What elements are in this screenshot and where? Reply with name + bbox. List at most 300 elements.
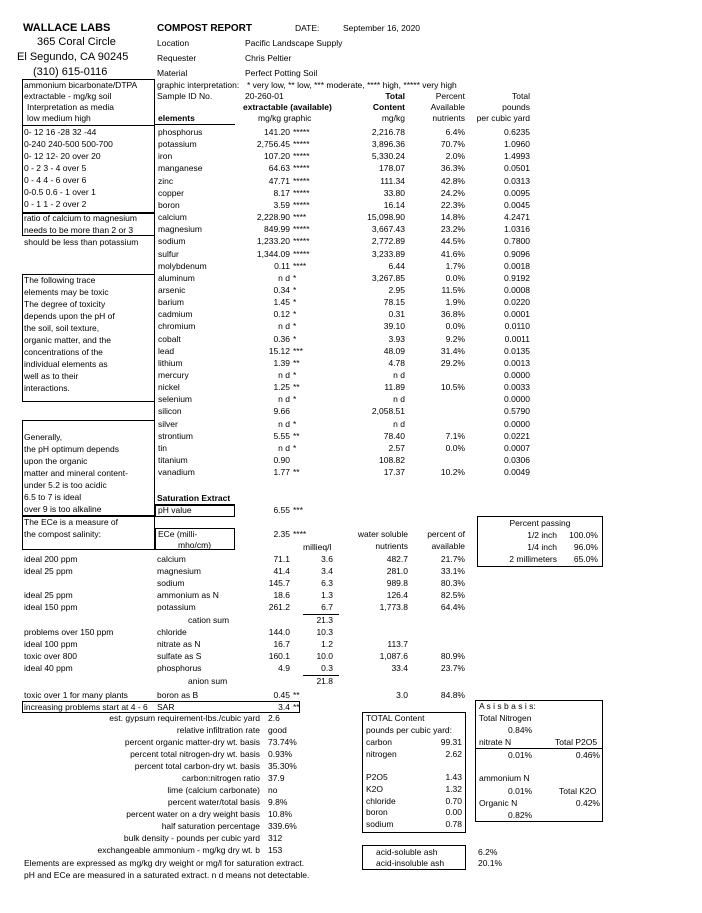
ph-note-7: over 9 is too alkaline [24, 504, 102, 514]
element-percent-available: 14.8% [440, 212, 465, 222]
element-graphic: ***** [293, 236, 310, 246]
element-total-content: n d [393, 419, 405, 429]
saturation-milliequivalent: 0.3 [321, 663, 333, 673]
element-mgkg: 64.63 [268, 163, 290, 173]
property-label: percent water on a dry weight basis [126, 809, 260, 819]
element-pounds-per-yard: 0.0306 [504, 455, 530, 465]
p2o5-value: 0.46% [575, 750, 600, 760]
ph-note-4: matter and mineral content- [24, 468, 128, 478]
lab-address-1: 365 Coral Circle [37, 36, 116, 48]
ece-label-1: ECe (milli- [158, 529, 198, 539]
acid-soluble-ash-label: acid-soluble ash [376, 847, 438, 857]
passing-value-2: 96.0% [573, 542, 598, 552]
property-label: percent water/total basis [167, 797, 260, 807]
ph-note-2: the pH optimum depends [24, 444, 119, 454]
saturation-percent: 80.3% [440, 578, 465, 588]
element-percent-available: 1.9% [445, 297, 465, 307]
passing-size-1: 1/2 inch [527, 530, 557, 540]
total-content-label: chloride [366, 796, 396, 806]
pounds-header-1: Total [512, 91, 530, 101]
range-iron: 0- 12 12- 20 over 20 [24, 151, 101, 161]
total-content-label: boron [366, 807, 388, 817]
ph-note-6: 6.5 to 7 is ideal [24, 492, 82, 502]
element-pounds-per-yard: 0.9096 [504, 249, 530, 259]
element-graphic: ** [293, 467, 300, 477]
element-total-content: 11.89 [384, 382, 405, 392]
property-value: 9.8% [268, 797, 288, 807]
element-total-content: 3,267.85 [371, 273, 405, 283]
element-total-content: 2,772.89 [371, 236, 405, 246]
saturation-milliequivalent: 1.3 [321, 590, 333, 600]
total-content-label: sodium [366, 819, 394, 829]
water-soluble-header-2: nutrients [375, 541, 408, 551]
element-mgkg: 0.36 [273, 334, 290, 344]
element-graphic: * [293, 321, 297, 331]
element-total-content: 108.82 [379, 455, 405, 465]
element-mgkg: n d [278, 321, 290, 331]
element-total-content: 2.95 [388, 285, 405, 295]
nitrate-value: 0.01% [508, 750, 533, 760]
ece-graphic: **** [293, 529, 307, 539]
total-content-title: TOTAL Content [366, 713, 425, 723]
k2o-value: 0.42% [575, 798, 600, 808]
total-content-header-2: Content [372, 102, 405, 112]
saturation-water-soluble: 113.7 [387, 639, 408, 649]
saturation-milliequivalent: 3.6 [321, 554, 333, 564]
element-total-content: n d [393, 394, 405, 404]
ece-label-2: mho/cm) [178, 540, 212, 550]
saturation-note: ideal 25 ppm [24, 590, 73, 600]
element-mgkg: 2,756.45 [256, 139, 290, 149]
total-content-value: 2.62 [445, 749, 462, 759]
saturation-note: ideal 200 ppm [24, 554, 78, 564]
sar-value: 3.4 [278, 702, 290, 712]
trace-note-8: individual elements as [24, 359, 108, 369]
element-percent-available: 10.5% [440, 382, 465, 392]
element-pounds-per-yard: 0.0013 [504, 358, 530, 368]
saturation-name: chloride [157, 627, 187, 637]
range-zinc: 0 - 4 4 - 6 over 6 [24, 175, 87, 185]
saturation-ppm: 144.0 [268, 627, 290, 637]
saturation-water-soluble: 1,773.8 [379, 602, 408, 612]
trace-note-5: the soil, soil texture, [24, 323, 100, 333]
element-name: sulfur [158, 249, 179, 259]
passing-value-1: 100.0% [569, 530, 598, 540]
trace-note-1: The following trace [24, 275, 96, 285]
element-name: lead [158, 346, 175, 356]
element-name: titanium [158, 455, 188, 465]
saturation-ppm: 4.9 [278, 663, 290, 673]
total-content-label: P2O5 [366, 772, 388, 782]
passing-size-2: 1/4 inch [527, 542, 557, 552]
element-mgkg: 849.99 [264, 224, 290, 234]
element-mgkg: 3.59 [273, 200, 290, 210]
total-nitrogen-value: 0.84% [508, 725, 533, 735]
element-graphic: * [293, 309, 297, 319]
element-name: arsenic [158, 285, 186, 295]
range-copper: 0-0.5 0.6 - 1 over 1 [24, 187, 96, 197]
milliequivalent-header: millieq/l [303, 542, 332, 552]
element-total-content: 4.78 [388, 358, 405, 368]
element-total-content: 78.40 [383, 431, 405, 441]
footer-line-1: Elements are expressed as mg/kg dry weight or mg/l for saturation extract. [24, 858, 305, 868]
element-name: zinc [158, 176, 174, 186]
saturation-water-soluble: 1,087.6 [379, 651, 408, 661]
element-percent-available: 1.7% [445, 261, 465, 271]
range-manganese: 0 - 2 3 - 4 over 5 [24, 163, 87, 173]
property-value: 0.93% [268, 749, 293, 759]
saturation-water-soluble: 482.7 [386, 554, 408, 564]
element-mgkg: 1,344.09 [256, 249, 290, 259]
k2o-label: Total K2O [559, 786, 597, 796]
element-pounds-per-yard: 1.0316 [504, 224, 530, 234]
element-name: chromium [158, 321, 196, 331]
element-total-content: 16.14 [383, 200, 405, 210]
element-name: phosphorus [158, 127, 203, 137]
property-value: 312 [268, 833, 283, 843]
sample-id-value: 20-260-01 [245, 91, 284, 101]
saturation-name: calcium [157, 554, 186, 564]
anion-sum-value: 21.8 [316, 676, 333, 686]
element-pounds-per-yard: 0.6235 [504, 127, 530, 137]
elements-header: elements [158, 113, 195, 123]
element-name: manganese [158, 163, 203, 173]
element-total-content: 111.34 [380, 176, 405, 186]
element-pounds-per-yard: 0.0018 [504, 261, 530, 271]
element-percent-available: 9.2% [445, 334, 465, 344]
saturation-ppm: 18.6 [273, 590, 290, 600]
element-graphic: ***** [293, 176, 310, 186]
boron-graphic: ** [293, 690, 300, 700]
percent-of-header-2: available [431, 541, 465, 551]
percent-header-3: nutrients [432, 113, 465, 123]
ece-note-2: the compost salinity: [24, 529, 102, 539]
element-percent-available: 31.4% [440, 346, 465, 356]
material-value: Perfect Potting Soil [245, 68, 318, 78]
element-pounds-per-yard: 0.0135 [504, 346, 530, 356]
saturation-note: problems over 150 ppm [24, 627, 114, 637]
element-total-content: 3,667.43 [371, 224, 405, 234]
total-content-label: nitrogen [366, 749, 397, 759]
saturation-note: ideal 100 ppm [24, 639, 78, 649]
element-graphic: **** [293, 212, 307, 222]
total-content-value: 1.43 [445, 772, 462, 782]
element-name: potassium [158, 139, 197, 149]
date-value: September 16, 2020 [343, 23, 421, 33]
saturation-percent: 64.4% [440, 602, 465, 612]
element-percent-available: 70.7% [440, 139, 465, 149]
element-name: strontium [158, 431, 193, 441]
element-graphic: ** [293, 431, 300, 441]
element-total-content: 17.37 [383, 467, 405, 477]
nitrate-label: nitrate N [479, 737, 512, 747]
element-graphic: * [293, 419, 297, 429]
ph-note-3: upon the organic [24, 456, 88, 466]
total-content-subtitle: pounds per cubic yard: [366, 725, 452, 735]
element-name: iron [158, 151, 173, 161]
property-value: 35.30% [268, 761, 297, 771]
boron-label: boron as B [157, 690, 199, 700]
saturation-name: potassium [157, 602, 196, 612]
element-graphic: ***** [293, 139, 310, 149]
element-mgkg: 1.77 [273, 467, 290, 477]
element-pounds-per-yard: 0.0221 [504, 431, 530, 441]
element-pounds-per-yard: 0.0220 [504, 297, 530, 307]
element-total-content: 2,216.78 [371, 127, 405, 137]
element-mgkg: 141.20 [264, 127, 290, 137]
element-name: aluminum [158, 273, 195, 283]
property-label: carbon:nitrogen ratio [182, 773, 260, 783]
element-graphic: * [293, 334, 297, 344]
saturation-name: nitrate as N [157, 639, 201, 649]
property-label: bulk density - pounds per cubic yard [123, 833, 260, 843]
acid-insoluble-ash-label: acid-insoluble ash [376, 858, 445, 868]
trace-note-9: well as to their [24, 371, 79, 381]
element-name: boron [158, 200, 180, 210]
element-total-content: 3.93 [388, 334, 405, 344]
organic-n-value: 0.82% [508, 810, 533, 820]
element-graphic: * [293, 273, 297, 283]
total-content-value: 0.70 [445, 796, 462, 806]
element-mgkg: n d [278, 370, 290, 380]
ece-note-1: The ECe is a measure of [24, 517, 119, 527]
ammonium-as-is-label: ammonium N [479, 773, 530, 783]
element-percent-available: 36.3% [440, 163, 465, 173]
saturation-milliequivalent: 3.4 [321, 566, 333, 576]
element-graphic: *** [293, 346, 303, 356]
trace-note-10: interactions. [24, 383, 70, 393]
boron-water-soluble: 3.0 [396, 690, 408, 700]
calcium-note-2: needs to be more than 2 or 3 [24, 225, 134, 235]
element-pounds-per-yard: 0.0011 [504, 334, 530, 344]
property-label: exchangeable ammonium - mg/kg dry wt. b [97, 845, 260, 855]
element-total-content: 78.15 [383, 297, 405, 307]
total-content-label: K2O [366, 784, 384, 794]
element-mgkg: n d [278, 443, 290, 453]
saturation-water-soluble: 126.4 [386, 590, 408, 600]
sample-id-label: Sample ID No. [157, 91, 213, 101]
ph-note-5: under 5.2 is too acidic [24, 480, 107, 490]
element-mgkg: 47.71 [268, 176, 290, 186]
element-total-content: 2.57 [388, 443, 405, 453]
range-boron: 0 - 1 1 - 2 over 2 [24, 199, 87, 209]
total-content-value: 0.00 [445, 807, 462, 817]
ph-value: 6.55 [273, 505, 290, 515]
element-name: cadmium [158, 309, 193, 319]
element-graphic: ***** [293, 249, 310, 259]
mgkg-graphic-header: mg/kg graphic [258, 113, 312, 123]
saturation-title: Saturation Extract [157, 493, 231, 503]
saturation-name: phosphorus [157, 663, 202, 673]
element-mgkg: n d [278, 419, 290, 429]
element-pounds-per-yard: 0.0110 [504, 321, 530, 331]
pounds-header-3: per cubic yard [476, 113, 530, 123]
property-label: relative infiltration rate [176, 725, 260, 735]
passing-size-3: 2 millimeters [509, 554, 557, 564]
property-value: 2.6 [268, 713, 280, 723]
element-name: nickel [158, 382, 180, 392]
total-content-value: 0.78 [445, 819, 462, 829]
sar-note: increasing problems start at 4 - 6 [24, 702, 148, 712]
element-name: copper [158, 188, 184, 198]
extractable-header: extractable (available) [243, 102, 332, 112]
material-label: Material [157, 68, 188, 78]
saturation-percent: 33.1% [440, 566, 465, 576]
passing-value-3: 65.0% [573, 554, 598, 564]
date-label: DATE: [295, 23, 320, 33]
footer-line-2: pH and ECe are measured in a saturated extract. n d means not detectable. [24, 870, 310, 880]
element-graphic: ***** [293, 200, 310, 210]
element-mgkg: 1,233.20 [256, 236, 290, 246]
element-name: silicon [158, 406, 182, 416]
element-pounds-per-yard: 0.0000 [504, 419, 530, 429]
element-pounds-per-yard: 0.0001 [504, 309, 530, 319]
graphic-interpretation-label: graphic interpretation: [157, 80, 240, 90]
element-mgkg: 2,228.90 [256, 212, 290, 222]
saturation-milliequivalent: 1.2 [321, 639, 333, 649]
property-value: 10.8% [268, 809, 293, 819]
property-label: percent total nitrogen-dry wt. basis [130, 749, 260, 759]
element-graphic: ***** [293, 127, 310, 137]
ph-note-1: Generally, [24, 432, 63, 442]
element-pounds-per-yard: 0.0049 [504, 467, 530, 477]
saturation-water-soluble: 33.4 [391, 663, 408, 673]
graphic-interpretation-value: * very low, ** low, *** moderate, **** high, ***** very high [247, 80, 457, 90]
element-pounds-per-yard: 1.4993 [504, 151, 530, 161]
property-label: half saturation percentage [161, 821, 260, 831]
saturation-name: magnesium [157, 566, 201, 576]
element-mgkg: 0.12 [273, 309, 290, 319]
element-percent-available: 2.0% [445, 151, 465, 161]
lab-address-2: El Segundo, CA 90245 [17, 51, 129, 63]
trace-note-4: depends upon the pH of [24, 311, 115, 321]
element-mgkg: 9.66 [273, 406, 290, 416]
total-content-value: 1.32 [445, 784, 462, 794]
element-percent-available: 10.2% [440, 467, 465, 477]
element-name: mercury [158, 370, 189, 380]
element-pounds-per-yard: 0.5790 [504, 406, 530, 416]
trace-note-7: concentrations of the [24, 347, 103, 357]
ece-value: 2.35 [273, 529, 290, 539]
element-pounds-per-yard: 4.2471 [504, 212, 530, 222]
saturation-milliequivalent: 10.0 [316, 651, 333, 661]
element-mgkg: 15.12 [268, 346, 290, 356]
property-label: percent total carbon-dry wt. basis [134, 761, 260, 771]
element-total-content: 48.09 [383, 346, 405, 356]
element-mgkg: 107.20 [264, 151, 290, 161]
element-pounds-per-yard: 0.0007 [504, 443, 530, 453]
boron-note: toxic over 1 for many plants [24, 690, 128, 700]
element-percent-available: 11.5% [441, 285, 465, 295]
saturation-ppm: 16.7 [273, 639, 290, 649]
element-graphic: * [293, 297, 297, 307]
element-pounds-per-yard: 1.0960 [504, 139, 530, 149]
element-total-content: 3,233.89 [371, 249, 405, 259]
total-content-value: 99.31 [440, 737, 462, 747]
element-percent-available: 7.1% [445, 431, 465, 441]
element-total-content: 3,896.36 [371, 139, 405, 149]
trace-note-3: The degree of toxicity [24, 299, 106, 309]
total-nitrogen-label: Total Nitrogen [479, 713, 532, 723]
element-total-content: 2,058.51 [371, 406, 405, 416]
p2o5-label: Total P2O5 [555, 737, 598, 747]
element-graphic: ***** [293, 188, 310, 198]
saturation-water-soluble: 989.8 [386, 578, 408, 588]
saturation-milliequivalent: 6.3 [321, 578, 333, 588]
saturation-water-soluble: 281.0 [386, 566, 408, 576]
element-name: magnesium [158, 224, 202, 234]
element-graphic: ** [293, 382, 300, 392]
element-mgkg: n d [278, 273, 290, 283]
element-name: molybdenum [158, 261, 207, 271]
element-name: lithium [158, 358, 183, 368]
location-value: Pacific Landscape Supply [245, 38, 343, 48]
boron-percent: 84.8% [440, 690, 465, 700]
trace-note-2: elements may be toxic [24, 287, 109, 297]
element-pounds-per-yard: 0.0045 [504, 200, 530, 210]
saturation-ppm: 261.2 [268, 602, 290, 612]
element-percent-available: 0.0% [445, 273, 465, 283]
element-total-content: 5,330.24 [371, 151, 405, 161]
calcium-note-1: ratio of calcium to magnesium [24, 213, 137, 223]
water-soluble-header-1: water soluble [357, 529, 408, 539]
element-percent-available: 0.0% [445, 321, 465, 331]
element-graphic: * [293, 443, 297, 453]
ph-graphic: *** [293, 505, 303, 515]
element-pounds-per-yard: 0.0313 [504, 176, 530, 186]
property-value: good [268, 725, 287, 735]
saturation-note: ideal 40 ppm [24, 663, 73, 673]
report-title: COMPOST REPORT [157, 23, 253, 34]
saturation-name: sulfate as S [157, 651, 202, 661]
element-mgkg: 0.11 [274, 261, 290, 271]
element-mgkg: 5.55 [273, 431, 290, 441]
percent-of-header-1: percent of [427, 529, 465, 539]
as-is-title: A s i s b a s i s: [479, 701, 536, 711]
property-value: 339.6% [268, 821, 297, 831]
element-name: barium [158, 297, 184, 307]
elements-divider [154, 124, 155, 493]
cation-sum-label: cation sum [188, 615, 230, 625]
saturation-name: ammonium as N [157, 590, 219, 600]
element-graphic: ***** [293, 151, 310, 161]
element-pounds-per-yard: 0.0095 [504, 188, 530, 198]
element-mgkg: 1.39 [273, 358, 290, 368]
ammonium-note-3: Interpretation as media [27, 102, 114, 112]
element-percent-available: 29.2% [440, 358, 465, 368]
element-pounds-per-yard: 0.7800 [504, 236, 530, 246]
range-phosphorus: 0- 12 16 -28 32 -44 [24, 127, 97, 137]
sar-label: SAR [157, 702, 175, 712]
organic-n-label: Organic N [479, 798, 518, 808]
saturation-ppm: 71.1 [273, 554, 290, 564]
property-label: percent organic matter-dry wt. basis [124, 737, 260, 747]
element-mgkg: 1.25 [273, 382, 290, 392]
element-name: calcium [158, 212, 187, 222]
saturation-note: toxic over 800 [24, 651, 77, 661]
trace-note-6: organic matter, and the [24, 335, 111, 345]
element-pounds-per-yard: 0.0008 [504, 285, 530, 295]
saturation-ppm: 160.1 [268, 651, 290, 661]
saturation-ppm: 41.4 [273, 566, 290, 576]
percent-passing-title: Percent passing [509, 518, 571, 528]
percent-header-1: Percent [435, 91, 465, 101]
element-percent-available: 6.4% [445, 127, 465, 137]
element-mgkg: 1.45 [273, 297, 290, 307]
element-percent-available: 0.0% [445, 443, 465, 453]
saturation-milliequivalent: 6.7 [321, 602, 333, 612]
saturation-name: sodium [157, 578, 185, 588]
